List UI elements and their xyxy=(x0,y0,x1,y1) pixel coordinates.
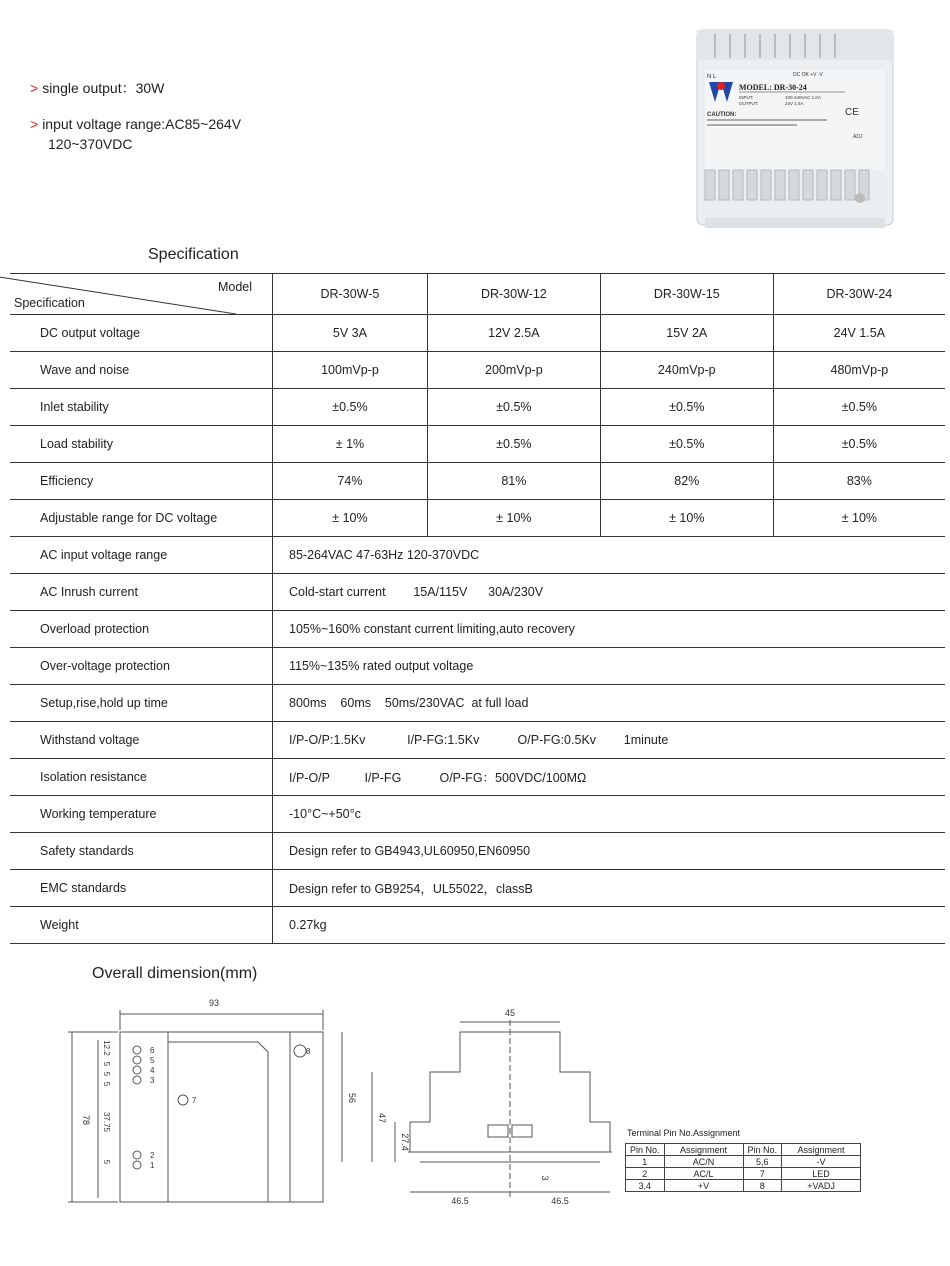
cell: 83% xyxy=(773,463,945,500)
table-row xyxy=(10,426,945,463)
model-label: MODEL: DR-30-24 xyxy=(739,83,807,92)
corner-spec-label: Specification xyxy=(14,296,85,310)
row-label: AC input voltage range xyxy=(10,537,273,574)
table-row xyxy=(10,870,945,907)
cell: 3,4 xyxy=(626,1180,665,1192)
intro-bullets xyxy=(30,78,241,170)
power-supply-illustration xyxy=(695,20,895,238)
cell: AC/L xyxy=(664,1168,743,1180)
cell: 115%~135% rated output voltage xyxy=(273,648,946,685)
table-row xyxy=(10,685,945,722)
cell: 1 xyxy=(626,1156,665,1168)
svg-text:CE: CE xyxy=(845,107,859,118)
dim-h5: 37.75 xyxy=(102,1111,111,1133)
svg-text:OUTPUT:: OUTPUT: xyxy=(739,101,759,106)
cell: 82% xyxy=(600,463,773,500)
svg-text:CAUTION:: CAUTION: xyxy=(707,112,737,118)
dim-rail: 3 xyxy=(540,1175,550,1181)
dim-bottom-left: 46.5 xyxy=(451,1196,469,1206)
cell: 15V 2A xyxy=(600,315,773,352)
row-label: Overload protection xyxy=(10,611,273,648)
row-label: Over-voltage protection xyxy=(10,648,273,685)
cell: 240mVp-p xyxy=(600,352,773,389)
row-label: Safety standards xyxy=(10,833,273,870)
table-row xyxy=(10,833,945,870)
table-row xyxy=(626,1156,861,1168)
cell: 8 xyxy=(743,1180,782,1192)
dim-width: 93 xyxy=(208,998,220,1008)
bullet-marker: > xyxy=(30,80,39,96)
pot-label: 8 xyxy=(306,1047,311,1056)
cell: 105%~160% constant current limiting,auto recovery xyxy=(273,611,946,648)
table-row xyxy=(10,574,945,611)
header-cell: Assignment xyxy=(664,1144,743,1156)
cell: 480mVp-p xyxy=(773,352,945,389)
cell: 800ms 60ms 50ms/230VAC at full load xyxy=(273,685,946,722)
pin-table xyxy=(625,1143,861,1192)
table-row xyxy=(626,1168,861,1180)
cell: 81% xyxy=(427,463,600,500)
header-cell: Pin No. xyxy=(743,1144,782,1156)
row-label: Setup,rise,hold up time xyxy=(10,685,273,722)
dimension-drawings xyxy=(0,990,950,1266)
table-row xyxy=(10,796,945,833)
single-output-text: single output：30W xyxy=(42,80,165,96)
cell: AC/N xyxy=(664,1156,743,1168)
pin-label: 5 xyxy=(150,1056,155,1065)
cell: ± 10% xyxy=(273,500,428,537)
cell: ±0.5% xyxy=(427,389,600,426)
row-label: Isolation resistance xyxy=(10,759,273,796)
cell: ±0.5% xyxy=(427,426,600,463)
row-label: Adjustable range for DC voltage xyxy=(10,500,273,537)
table-row xyxy=(10,500,945,537)
dim-h4: 5 xyxy=(102,1081,111,1087)
cell: ± 1% xyxy=(273,426,428,463)
dimension-title: Overall dimension(mm) xyxy=(92,965,258,982)
dim-height-mid: 47 xyxy=(377,1112,387,1124)
dim-height-low: 27.4 xyxy=(400,1133,410,1151)
table-row xyxy=(10,722,945,759)
cell: I/P-O/P:1.5Kv I/P-FG:1.5Kv O/P-FG:0.5Kv 1minute xyxy=(273,722,946,759)
cell: ±0.5% xyxy=(273,389,428,426)
side-view xyxy=(342,1020,612,1200)
terminals-left-label: N L xyxy=(707,74,717,80)
table-row xyxy=(10,389,945,426)
product-image xyxy=(695,20,895,238)
header-cell: Pin No. xyxy=(626,1144,665,1156)
dim-h6: 5 xyxy=(102,1159,111,1165)
table-row xyxy=(10,463,945,500)
corner-model-label: Model xyxy=(217,280,252,294)
table-row xyxy=(10,315,945,352)
cell: 24V 1.5A xyxy=(773,315,945,352)
cell: ±0.5% xyxy=(773,426,945,463)
front-view xyxy=(68,1010,323,1202)
model-header: DR-30W-5 xyxy=(273,274,428,315)
svg-text:INPUT:: INPUT: xyxy=(739,95,754,100)
cell: I/P-O/P I/P-FG O/P-FG：500VDC/100MΩ xyxy=(273,759,946,796)
cell: ±0.5% xyxy=(600,426,773,463)
table-row xyxy=(10,759,945,796)
input-range-dc: 120~370VDC xyxy=(48,136,133,152)
row-label: DC output voltage xyxy=(10,315,273,352)
row-label: Withstand voltage xyxy=(10,722,273,759)
table-header-row xyxy=(10,274,945,315)
spec-title: Specification xyxy=(148,246,239,263)
cell: 74% xyxy=(273,463,428,500)
row-label: Wave and noise xyxy=(10,352,273,389)
pin-label: 6 xyxy=(150,1046,155,1055)
cell: Design refer to GB4943,UL60950,EN60950 xyxy=(273,833,946,870)
dim-height-total: 56 xyxy=(347,1092,357,1104)
pin-table-title: Terminal Pin No.Assignment xyxy=(627,1128,741,1138)
row-label: Inlet stability xyxy=(10,389,273,426)
svg-text:24V 1.5A: 24V 1.5A xyxy=(785,101,804,106)
terminals-right-label: DC OK +V -V xyxy=(793,72,823,78)
row-label: Efficiency xyxy=(10,463,273,500)
cell: LED xyxy=(782,1168,861,1180)
bullet-single-output xyxy=(30,78,241,98)
cell: ± 10% xyxy=(773,500,945,537)
cell: ± 10% xyxy=(427,500,600,537)
model-header: DR-30W-24 xyxy=(773,274,945,315)
cell: 5V 3A xyxy=(273,315,428,352)
cell: 100mVp-p xyxy=(273,352,428,389)
table-row xyxy=(10,648,945,685)
pin-table-header xyxy=(626,1144,861,1156)
bullet-marker: > xyxy=(30,116,39,132)
dim-h1: 12.2 xyxy=(102,1040,111,1056)
cell: +VADJ xyxy=(782,1180,861,1192)
header-cell: Assignment xyxy=(782,1144,861,1156)
svg-text:100-240VAC 1.0A: 100-240VAC 1.0A xyxy=(785,95,821,100)
cell: -10°C~+50°c xyxy=(273,796,946,833)
bullet-input-range xyxy=(30,114,241,154)
cell: -V xyxy=(782,1156,861,1168)
corner-cell xyxy=(10,274,273,315)
dim-bottom-right: 46.5 xyxy=(551,1196,569,1206)
pin-label: 1 xyxy=(150,1161,155,1170)
cell: Design refer to GB9254，UL55022，classB xyxy=(273,870,946,907)
cell: 85-264VAC 47-63Hz 120-370VDC xyxy=(273,537,946,574)
svg-text:ADJ: ADJ xyxy=(853,134,863,140)
pin-label: 2 xyxy=(150,1151,155,1160)
cell: 5,6 xyxy=(743,1156,782,1168)
cell: Cold-start current 15A/115V 30A/230V xyxy=(273,574,946,611)
pin-label: 4 xyxy=(150,1066,155,1075)
table-row xyxy=(626,1180,861,1192)
row-label: AC Inrush current xyxy=(10,574,273,611)
dim-h3: 5 xyxy=(102,1071,111,1077)
cell: 0.27kg xyxy=(273,907,946,944)
row-label: Weight xyxy=(10,907,273,944)
dim-top-width: 45 xyxy=(504,1008,516,1018)
cell: 200mVp-p xyxy=(427,352,600,389)
table-row xyxy=(10,352,945,389)
cell: ±0.5% xyxy=(773,389,945,426)
cell: 2 xyxy=(626,1168,665,1180)
model-header: DR-30W-12 xyxy=(427,274,600,315)
spec-table xyxy=(10,273,945,944)
row-label: Working temperature xyxy=(10,796,273,833)
pin-label: 3 xyxy=(150,1076,155,1085)
table-row xyxy=(10,611,945,648)
dim-height: 78 xyxy=(81,1114,91,1126)
cell: ± 10% xyxy=(600,500,773,537)
dim-h2: 5 xyxy=(102,1061,111,1067)
row-label: Load stability xyxy=(10,426,273,463)
led-label: 7 xyxy=(192,1096,197,1105)
model-header: DR-30W-15 xyxy=(600,274,773,315)
cell: ±0.5% xyxy=(600,389,773,426)
cell: +V xyxy=(664,1180,743,1192)
row-label: EMC standards xyxy=(10,870,273,907)
cell: 7 xyxy=(743,1168,782,1180)
table-row xyxy=(10,537,945,574)
table-row xyxy=(10,907,945,944)
cell: 12V 2.5A xyxy=(427,315,600,352)
input-range-text: input voltage range:AC85~264V xyxy=(42,116,242,132)
